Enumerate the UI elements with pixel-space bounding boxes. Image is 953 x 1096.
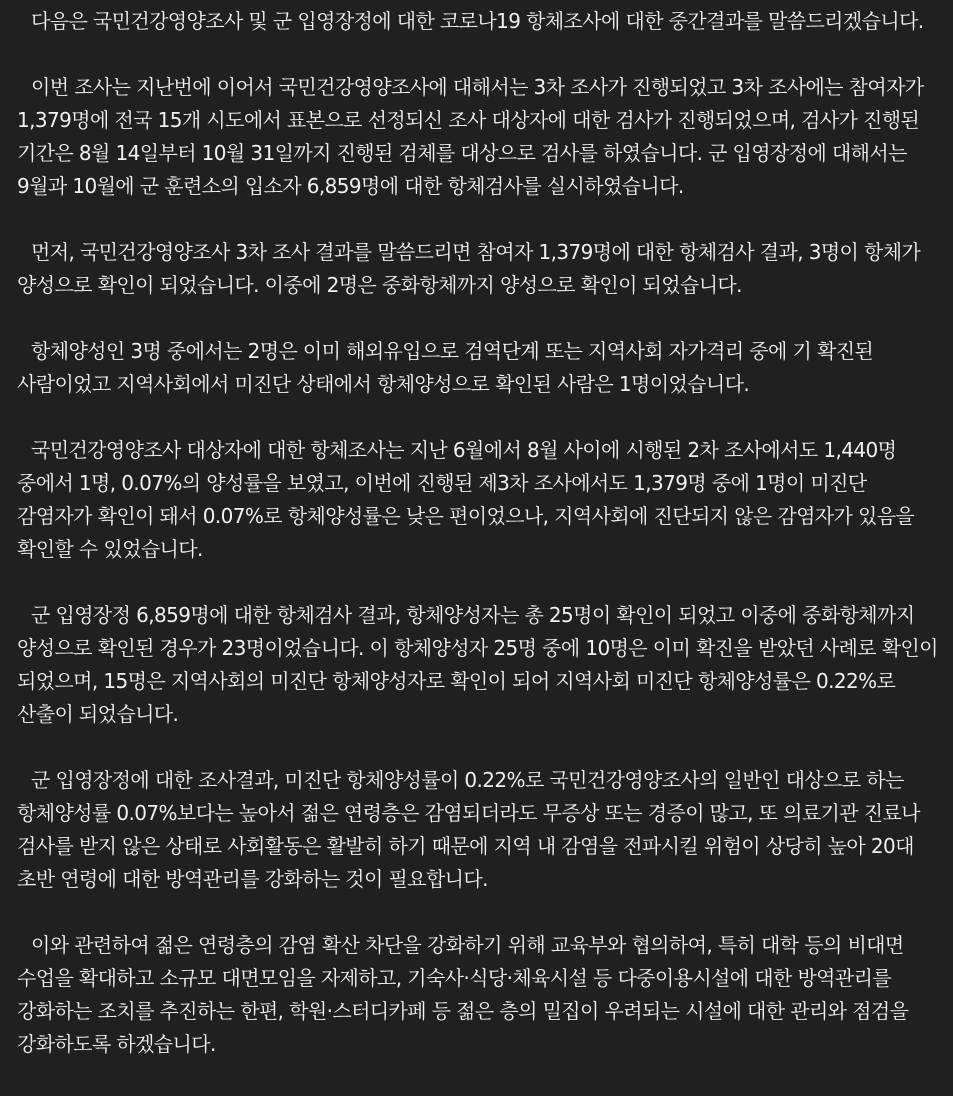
paragraph-knhanes-result: 먼저, 국민건강영양조사 3차 조사 결과를 말씀드리면 참여자 1,379명에 대한 항체검사 결과, 3명이 항체가 양성으로 확인이 되었습니다. 이중에 2명은 중화항체까지 양성으로 확인이 되었습니다. xyxy=(17,240,921,297)
paragraph-young-age-risk: 군 입영장정에 대한 조사결과, 미진단 항체양성률이 0.22%로 국민건강영양조사의 일반인 대상으로 하는 항체양성률 0.07%보다는 높아서 젊은 연령층은 감염되더라도 무증상 또는 경증이 많고, 또 의료기관 진료나 검사를 받지 않은 상태로 사회활동은 활발히 하기 때문에 지역 내 감염을 전파시킬 위험이 상당히 높아 20대 초반 연령에 대한 방역관리를 강화하는 것이 필요합니다. xyxy=(17,768,920,891)
paragraph-military-result: 군 입영장정 6,859명에 대한 항체검사 결과, 항체양성자는 총 25명이 확인이 되었고 이중에 중화항체까지 양성으로 확인된 경우가 23명이었습니다. 이 항체양성자 25명 중에 10명은 이미 확진을 받았던 사례로 확인이 되었으며, 15명은 지역사회의 미진단 항체양성자로 확인이 되어 지역사회 미진단 항체양성률은 0.22%로 산출이 되었습니다. xyxy=(17,603,938,726)
paragraph-survey-overview: 이번 조사는 지난번에 이어서 국민건강영양조사에 대해서는 3차 조사가 진행되었고 3차 조사에는 참여자가 1,379명에 전국 15개 시도에서 표본으로 선정되신 조사 대상자에 대한 검사가 진행되었으며, 검사가 진행된 기간은 8월 14일부터 10월 31일까지 진행된 검체를 대상으로 검사를 하였습니다. 군 입영장정에 대해서는 9월과 10월에 군 훈련소의 입소자 6,859명에 대한 항체검사를 실시하였습니다. xyxy=(17,75,924,198)
paragraph-positivity-rate: 국민건강영양조사 대상자에 대한 항체조사는 지난 6월에서 8월 사이에 시행된 2차 조사에서도 1,440명 중에서 1명, 0.07%의 양성률을 보였고, 이번에 진행된 제3차 조사에서도 1,379명 중에 1명이 미진단 감염자가 확인이 돼서 0.07%로 항체양성률은 낮은 편이었으나, 지역사회에 진단되지 않은 감염자가 있음을 확인할 수 있었습니다. xyxy=(17,438,915,561)
paragraph-positive-breakdown: 항체양성인 3명 중에서는 2명은 이미 해외유입으로 검역단계 또는 지역사회 자가격리 중에 기 확진된 사람이었고 지역사회에서 미진단 상태에서 항체양성으로 확인된 사람은 1명이었습니다. xyxy=(17,339,874,396)
paragraph-prevention-measures: 이와 관련하여 젊은 연령층의 감염 확산 차단을 강화하기 위해 교육부와 협의하여, 특히 대학 등의 비대면 수업을 확대하고 소규모 대면모임을 자제하고, 기숙사·식당·체육시설 등 다중이용시설에 대한 방역관리를 강화하는 조치를 추진하는 한편, 학원·스터디카페 등 젊은 층의 밀집이 우려되는 시설에 대한 관리와 점검을 강화하도록 하겠습니다. xyxy=(17,933,909,1056)
paragraph-intro: 다음은 국민건강영양조사 및 군 입영장정에 대한 코로나19 항체조사에 대한 중간결과를 말씀드리겠습니다. xyxy=(31,9,924,33)
